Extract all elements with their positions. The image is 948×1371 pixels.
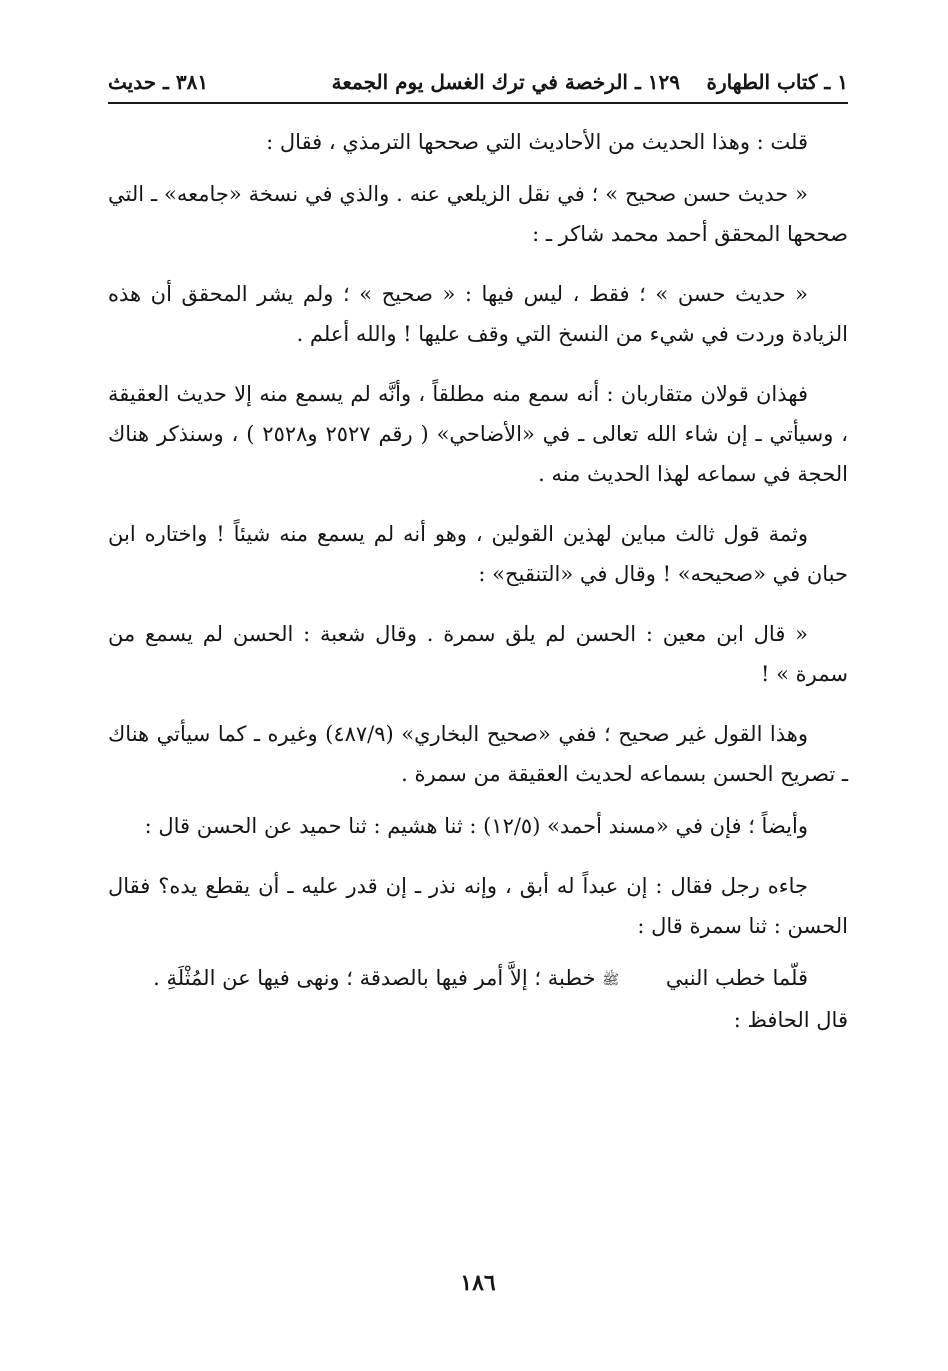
header-hadith-number: ٣٨١ ـ حديث bbox=[108, 70, 209, 94]
paragraph-1: قلت : وهذا الحديث من الأحاديث التي صححها الترمذي ، فقال : bbox=[266, 130, 808, 154]
book-page bbox=[108, 62, 848, 1312]
header-chapter-title: ١٢٩ ـ الرخصة في ترك الغسل يوم الجمعة bbox=[331, 70, 680, 94]
paragraph-2: « حديث حسن صحيح » ؛ في نقل الزيلعي عنه . والذي في نسخة «جامعه» ـ التي صححها المحقق أحمد محمد شاكر ـ : bbox=[108, 182, 848, 246]
paragraph-9: جاءه رجل فقال : إن عبداً له أبق ، وإنه نذر ـ إن قدر عليه ـ أن يقطع يده؟ فقال الحسن : ثنا سمرة قال : bbox=[108, 874, 848, 938]
header-book-title: ١ ـ كتاب الطهارة bbox=[706, 70, 848, 94]
running-header bbox=[108, 62, 848, 104]
salutation-glyph: ﷺ bbox=[602, 971, 620, 988]
paragraph-3: « حديث حسن » ؛ فقط ، ليس فيها : « صحيح » ؛ ولم يشر المحقق أن هذه الزيادة وردت في شيء من النسخ التي وقف عليها ! والله أعلم . bbox=[108, 282, 848, 346]
paragraph-10 bbox=[108, 958, 848, 1040]
paragraph-10-start: قلّما خطب النبي bbox=[665, 966, 808, 990]
paragraph-8: وأيضاً ؛ فإن في «مسند أحمد» (١٢/٥) : ثنا هشيم : ثنا حميد عن الحسن قال : bbox=[144, 814, 808, 838]
body-text bbox=[108, 122, 848, 1040]
page-number: ١٨٦ bbox=[460, 1270, 496, 1296]
paragraph-10-end: خطبة ؛ إلاَّ أمر فيها بالصدقة ؛ ونهى فيها عن المُثْلَةِ . bbox=[153, 966, 596, 990]
paragraph-5: وثمة قول ثالث مباين لهذين القولين ، وهو أنه لم يسمع منه شيئاً ! واختاره ابن حبان في «صحيحه» ! وقال في «التنقيح» : bbox=[108, 522, 848, 586]
paragraph-4: فهذان قولان متقاربان : أنه سمع منه مطلقاً ، وأنَّه لم يسمع منه إلا حديث العقيقة ، وسيأتي ـ إن شاء الله تعالى ـ في «الأضاحي» ( رقم ٢٥٢٧ و٢٥٢٨ ) ، وسنذكر هناك الحجة في سماعه لهذا الحديث منه . bbox=[108, 382, 848, 486]
paragraph-7: وهذا القول غير صحيح ؛ ففي «صحيح البخاري» (٤٨٧/٩) وغيره ـ كما سيأتي هناك ـ تصريح الحسن بسماعه لحديث العقيقة من سمرة . bbox=[108, 722, 848, 786]
paragraph-10-continuation: قال الحافظ : bbox=[733, 1007, 848, 1032]
paragraph-6: « قال ابن معين : الحسن لم يلق سمرة . وقال شعبة : الحسن لم يسمع من سمرة » ! bbox=[108, 622, 848, 686]
